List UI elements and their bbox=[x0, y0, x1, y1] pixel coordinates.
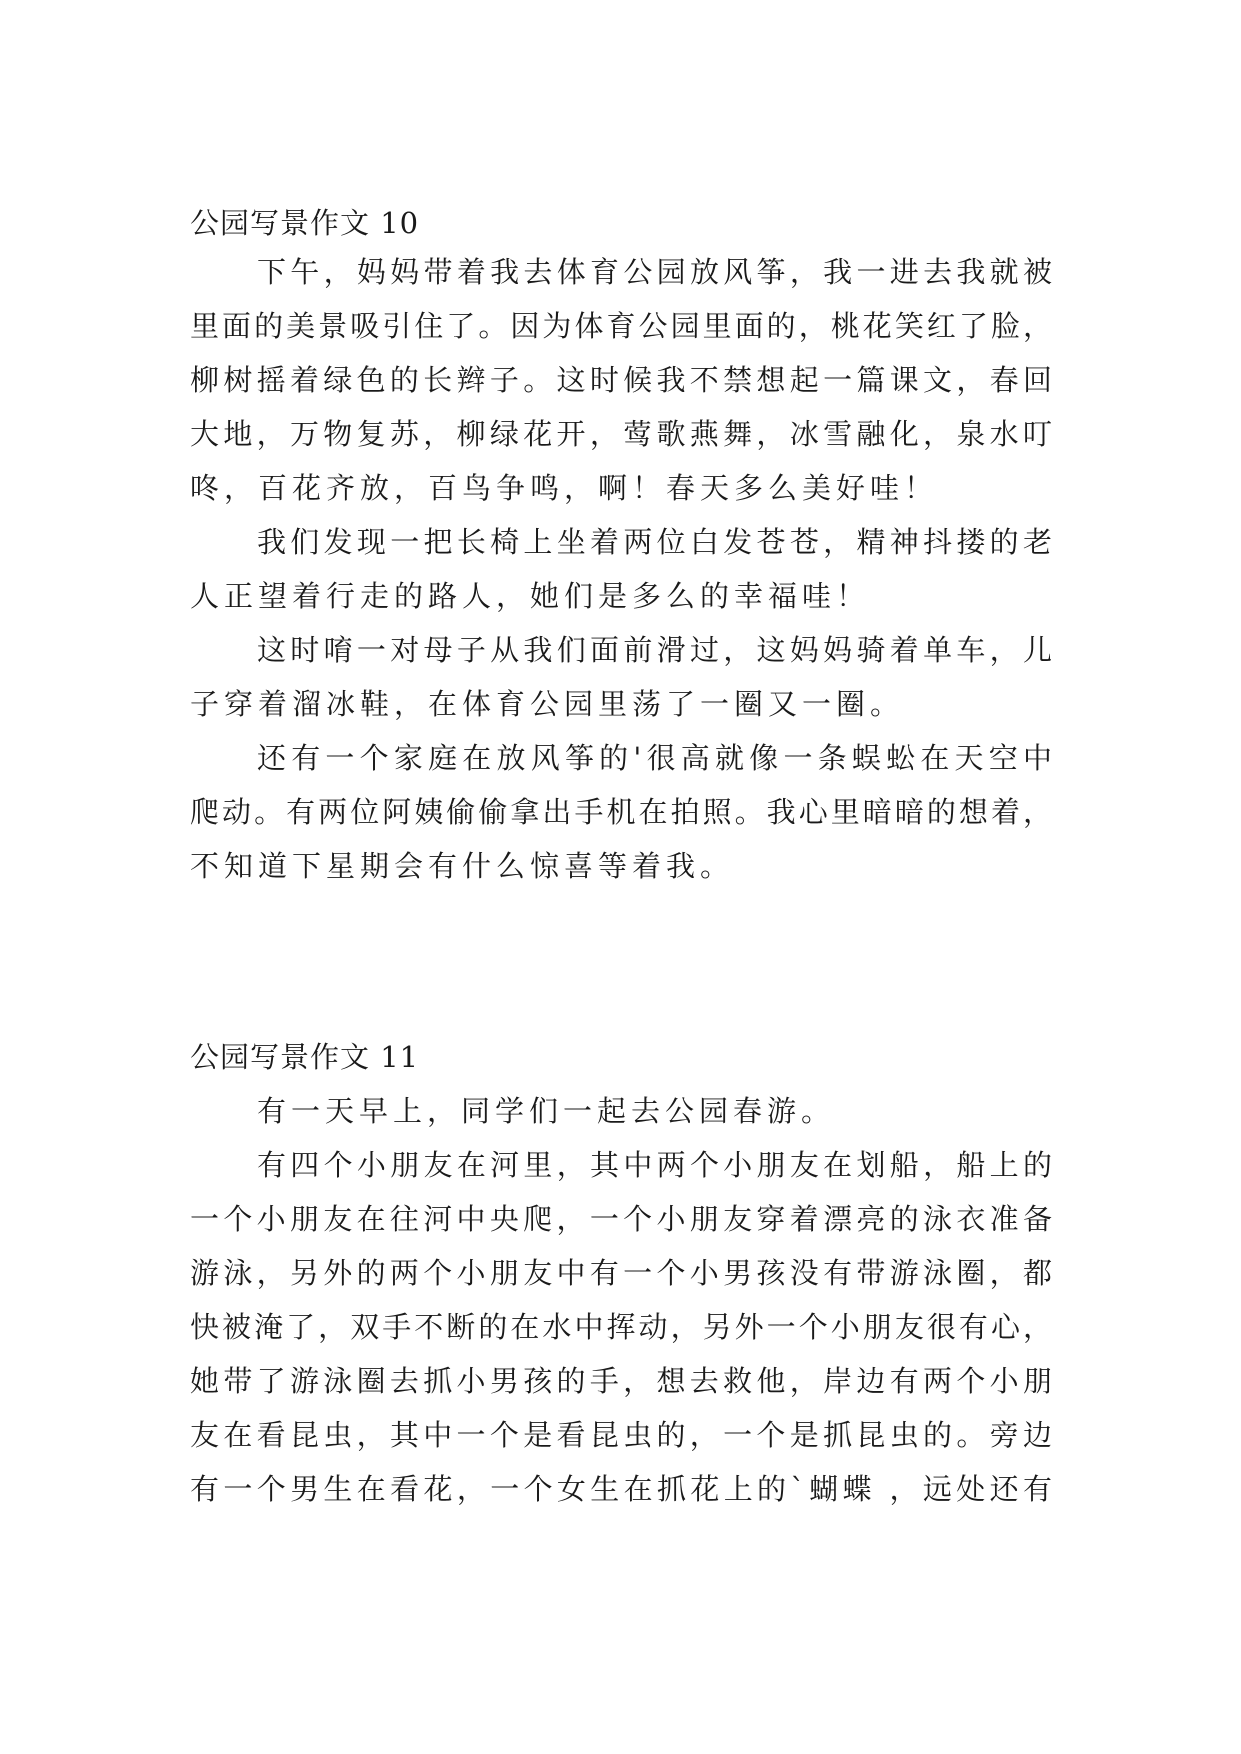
paragraph-line: 里面的美景吸引住了。因为体育公园里面的，桃花笑红了脸， bbox=[190, 309, 1052, 343]
paragraph-line: 我们发现一把长椅上坐着两位白发苍苍，精神抖搂的老 bbox=[257, 525, 1052, 559]
paragraph-line: 还有一个家庭在放风筝的'很高就像一条蜈蚣在天空中 bbox=[257, 741, 1052, 775]
paragraph-line: 柳树摇着绿色的长辫子。这时候我不禁想起一篇课文，春回 bbox=[190, 363, 1052, 397]
paragraph-line: 不知道下星期会有什么惊喜等着我。 bbox=[190, 849, 735, 883]
paragraph-line: 快被淹了，双手不断的在水中挥动，另外一个小朋友很有心， bbox=[190, 1310, 1052, 1344]
paragraph-line: 她带了游泳圈去抓小男孩的手，想去救他，岸边有两个小朋 bbox=[190, 1364, 1052, 1398]
paragraph-line: 有一个男生在看花，一个女生在抓花上的`蝴蝶 ，远处还有 bbox=[190, 1472, 1052, 1506]
paragraph-line: 友在看昆虫，其中一个是看昆虫的，一个是抓昆虫的。旁边 bbox=[190, 1418, 1052, 1452]
paragraph-line: 这时唷一对母子从我们面前滑过，这妈妈骑着单车，儿 bbox=[257, 633, 1052, 667]
paragraph-line: 咚，百花齐放，百鸟争鸣，啊！春天多么美好哇！ bbox=[190, 471, 939, 505]
paragraph-line: 爬动。有两位阿姨偷偷拿出手机在拍照。我心里暗暗的想着， bbox=[190, 795, 1052, 829]
paragraph-line: 大地，万物复苏，柳绿花开，莺歌燕舞，冰雪融化，泉水叮 bbox=[190, 417, 1052, 451]
section-title: 公园写景作文 10 bbox=[190, 206, 420, 240]
section-title: 公园写景作文 11 bbox=[190, 1040, 420, 1074]
paragraph-line: 有四个小朋友在河里，其中两个小朋友在划船，船上的 bbox=[257, 1148, 1052, 1182]
paragraph-line: 下午，妈妈带着我去体育公园放风筝，我一进去我就被 bbox=[257, 255, 1052, 289]
paragraph-line: 游泳，另外的两个小朋友中有一个小男孩没有带游泳圈，都 bbox=[190, 1256, 1052, 1290]
paragraph-line: 子穿着溜冰鞋，在体育公园里荡了一圈又一圈。 bbox=[190, 687, 905, 721]
paragraph-line: 有一天早上，同学们一起去公园春游。 bbox=[257, 1094, 836, 1128]
paragraph-line: 一个小朋友在往河中央爬，一个小朋友穿着漂亮的泳衣准备 bbox=[190, 1202, 1052, 1236]
paragraph-line: 人正望着行走的路人，她们是多么的幸福哇！ bbox=[190, 579, 871, 613]
